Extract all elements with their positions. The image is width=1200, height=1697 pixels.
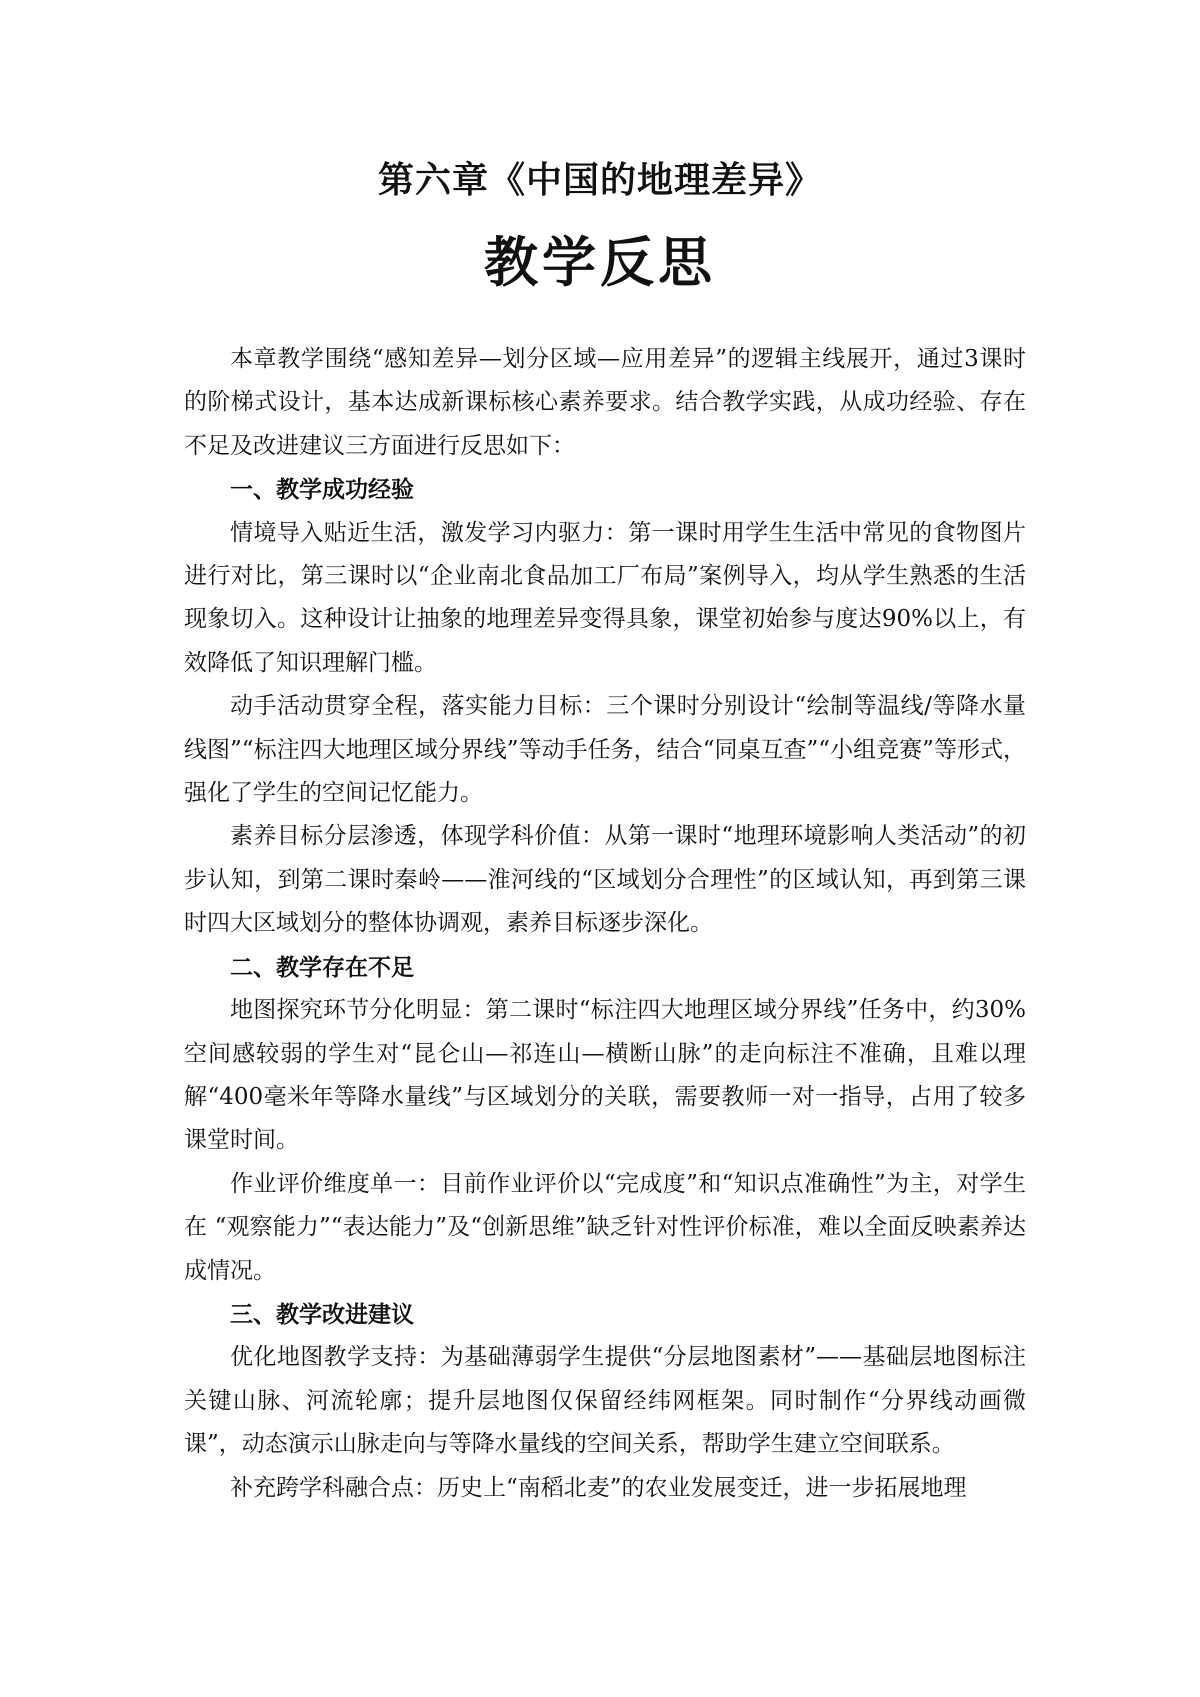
paragraph-situational-intro: 情境导入贴近生活，激发学习内驱力：第一课时用学生生活中常见的食物图片进行对比，第三课时以“企业南北食品加工厂布局”案例导入，均从学生熟悉的生活现象切入。这种设计让抽象的地理差异变得具象，课堂初始参与度达90%以上，有效降低了知识理解门槛。	[184, 519, 1026, 676]
paragraph-homework-evaluation: 作业评价维度单一：目前作业评价以“完成度”和“知识点准确性”为主，对学生在 “观察能力”“表达能力”及“创新思维”缺乏针对性评价标准，难以全面反映素养达成情况。	[184, 1170, 1026, 1284]
section-heading-improvements: 三、教学改进建议	[230, 1300, 414, 1328]
paragraph-map-support: 优化地图教学支持：为基础薄弱学生提供“分层地图素材”——基础层地图标注关键山脉、河流轮廓；提升层地图仅保留经纬网框架。同时制作“分界线动画微课”，动态演示山脉走向与等降水量线的空间关系，帮助学生建立空间联系。	[184, 1344, 1026, 1458]
chapter-title: 第六章《中国的地理差异》	[377, 159, 822, 201]
paragraph-map-exploration: 地图探究环节分化明显：第二课时“标注四大地理区域分界线”任务中，约30%空间感较弱的学生对“昆仑山—祁连山—横断山脉”的走向标注不准确，且难以理解“400毫米年等降水量线”与区域划分的关联，需要教师一对一指导，占用了较多课堂时间。	[184, 997, 1026, 1154]
paragraph-interdisciplinary: 补充跨学科融合点：历史上“南稻北麦”的农业发展变迁，进一步拓展地理	[230, 1474, 967, 1501]
section-heading-success: 一、教学成功经验	[230, 476, 414, 504]
document-subtitle: 教学反思	[484, 230, 716, 294]
document-body	[184, 338, 1026, 1510]
paragraph-hands-on-activities: 动手活动贯穿全程，落实能力目标：三个课时分别设计“绘制等温线/等降水量线图”“标注四大地理区域分界线”等动手任务，结合“同桌互查”“小组竞赛”等形式，强化了学生的空间记忆能力。	[184, 693, 1026, 807]
intro-paragraph: 本章教学围绕“感知差异—划分区域—应用差异”的逻辑主线展开，通过3课时的阶梯式设计，基本达成新课标核心素养要求。结合教学实践，从成功经验、存在不足及改进建议三方面进行反思如下：	[184, 346, 1026, 459]
section-heading-shortcomings: 二、教学存在不足	[230, 953, 414, 981]
paragraph-literacy-goals: 素养目标分层渗透，体现学科价值：从第一课时“地理环境影响人类活动”的初步认知，到第二课时秦岭——淮河线的“区域划分合理性”的区域认知，再到第三课时四大区域划分的整体协调观，素养目标逐步深化。	[184, 823, 1026, 937]
